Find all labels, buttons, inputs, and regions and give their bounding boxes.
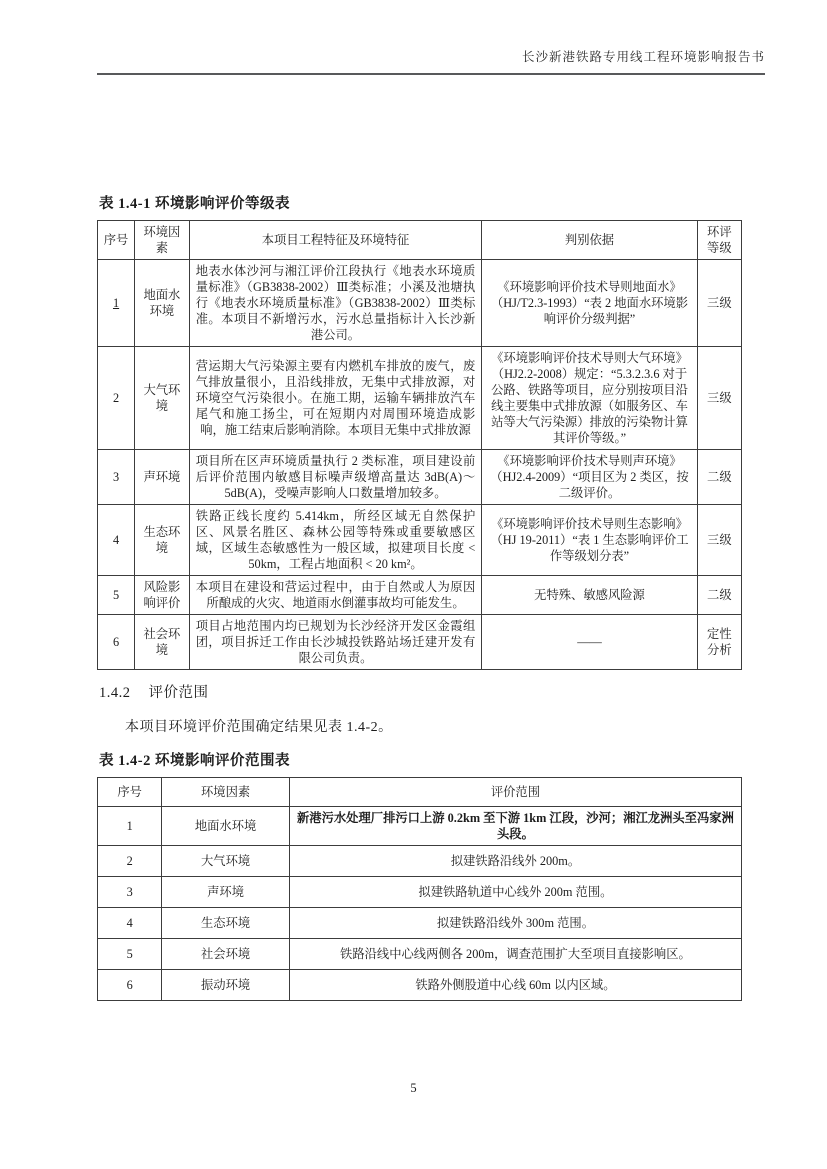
cell-factor: 生态环境 xyxy=(162,908,290,939)
column-header-factor: 环境因素 xyxy=(162,778,290,807)
column-header-scope: 评价范围 xyxy=(289,778,741,807)
cell-no: 4 xyxy=(98,505,135,576)
cell-feature: 项目占地范围内均已规划为长沙经济开发区金霞组团，项目拆迁工作由长沙城投铁路站场迁建开发有限公司负责。 xyxy=(189,615,482,670)
table-row xyxy=(98,450,742,505)
cell-factor: 社会环境 xyxy=(162,939,290,970)
cell-grade: 二级 xyxy=(697,576,741,615)
column-header-grade: 环评等级 xyxy=(697,221,741,260)
cell-grade: 定性分析 xyxy=(697,615,741,670)
cell-factor: 生态环境 xyxy=(135,505,190,576)
cell-grade: 二级 xyxy=(697,450,741,505)
table-row xyxy=(98,846,742,877)
section-title: 评价范围 xyxy=(148,685,209,701)
column-header-basis: 判别依据 xyxy=(482,221,697,260)
cell-feature: 营运期大气污染源主要有内燃机车排放的废气，废气排放量很小，且沿线排放，无集中式排放源，对环境空气污染很小。在施工期，运输车辆排放汽车尾气和施工扬尘，可在短期内对周围环境造成影响，施工结束后影响消除。本项目无集中式排放源 xyxy=(189,347,482,450)
page-content xyxy=(97,192,745,1001)
cell-scope: 拟建铁路轨道中心线外 200m 范围。 xyxy=(289,877,741,908)
table-row xyxy=(98,877,742,908)
column-header-no: 序号 xyxy=(98,221,135,260)
body-paragraph: 本项目环境评价范围确定结果见表 1.4-2。 xyxy=(125,720,393,735)
cell-feature: 地表水体沙河与湘江评价江段执行《地表水环境质量标准》（GB3838-2002）Ⅲ类标准；小溪及池塘执行《地表水环境质量标准》（GB3838-2002）Ⅲ类标准。本项目不新增污水，污水总量指标计入长沙新港公司。 xyxy=(189,260,482,347)
table1-header-row xyxy=(98,221,742,260)
column-header-feature: 本项目工程特征及环境特征 xyxy=(189,221,482,260)
cell-factor: 振动环境 xyxy=(162,970,290,1001)
section-heading xyxy=(99,681,745,702)
cell-scope: 拟建铁路沿线外 300m 范围。 xyxy=(289,908,741,939)
section-number: 1.4.2 xyxy=(99,685,131,701)
cell-no: 3 xyxy=(98,877,162,908)
cell-grade: 三级 xyxy=(697,260,741,347)
cell-feature: 铁路正线长度约 5.414km，所经区域无自然保护区、风景名胜区、森林公园等特殊或重要敏感区域，区域生态敏感性为一般区域，拟建项目长度 < 50km，工程占地面积 < 20 km²。 xyxy=(189,505,482,576)
cell-feature: 项目所在区声环境质量执行 2 类标准，项目建设前后评价范围内敏感目标噪声级增高量达 3dB(A)～5dB(A)，受噪声影响人口数量增加较多。 xyxy=(189,450,482,505)
cell-no: 4 xyxy=(98,908,162,939)
cell-no: 1 xyxy=(98,260,135,347)
header-divider xyxy=(97,73,765,75)
cell-factor: 大气环境 xyxy=(162,846,290,877)
table-row xyxy=(98,970,742,1001)
cell-no: 2 xyxy=(98,846,162,877)
cell-scope: 铁路沿线中心线两侧各 200m，调查范围扩大至项目直接影响区。 xyxy=(289,939,741,970)
cell-no: 1 xyxy=(98,807,162,846)
cell-no: 3 xyxy=(98,450,135,505)
cell-factor: 声环境 xyxy=(162,877,290,908)
cell-basis: 《环境影响评价技术导则声环境》（HJ2.4-2009）“项目区为 2 类区，按二级评价。 xyxy=(482,450,697,505)
impact-grade-table xyxy=(97,220,742,670)
table-row xyxy=(98,347,742,450)
cell-basis: —— xyxy=(482,615,697,670)
cell-no: 5 xyxy=(98,939,162,970)
cell-factor: 社会环境 xyxy=(135,615,190,670)
table-row xyxy=(98,260,742,347)
cell-grade: 三级 xyxy=(697,347,741,450)
cell-basis: 《环境影响评价技术导则生态影响》（HJ 19-2011）“表 1 生态影响评价工作等级划分表” xyxy=(482,505,697,576)
running-header-title: 长沙新港铁路专用线工程环境影响报告书 xyxy=(521,50,765,64)
table-row xyxy=(98,908,742,939)
cell-basis: 《环境影响评价技术导则地面水》（HJ/T2.3-1993）“表 2 地面水环境影响评价分级判据” xyxy=(482,260,697,347)
table-row xyxy=(98,505,742,576)
table2-header-row xyxy=(98,778,742,807)
cell-factor: 风险影响评价 xyxy=(135,576,190,615)
assessment-scope-table xyxy=(97,777,742,1001)
cell-scope: 拟建铁路沿线外 200m。 xyxy=(289,846,741,877)
table-row xyxy=(98,576,742,615)
cell-scope: 新港污水处理厂排污口上游 0.2km 至下游 1km 江段，沙河；湘江龙洲头至冯家洲头段。 xyxy=(289,807,741,846)
column-header-factor: 环境因素 xyxy=(135,221,190,260)
cell-factor: 大气环境 xyxy=(135,347,190,450)
table2-title: 表 1.4-2 环境影响评价范围表 xyxy=(99,753,290,769)
table-row xyxy=(98,939,742,970)
column-header-no: 序号 xyxy=(98,778,162,807)
table-row xyxy=(98,615,742,670)
cell-no: 6 xyxy=(98,615,135,670)
cell-basis: 无特殊、敏感风险源 xyxy=(482,576,697,615)
cell-factor: 声环境 xyxy=(135,450,190,505)
cell-no: 6 xyxy=(98,970,162,1001)
cell-no: 2 xyxy=(98,347,135,450)
cell-no: 5 xyxy=(98,576,135,615)
cell-scope: 铁路外侧股道中心线 60m 以内区域。 xyxy=(289,970,741,1001)
cell-factor: 地面水环境 xyxy=(162,807,290,846)
cell-factor: 地面水环境 xyxy=(135,260,190,347)
cell-basis: 《环境影响评价技术导则大气环境》（HJ2.2-2008）规定：“5.3.2.3.6 对于公路、铁路等项目，应分别按项目沿线主要集中式排放源（如服务区、车站等大气污染源）排放的污染物计算其评价等级。” xyxy=(482,347,697,450)
table-row xyxy=(98,807,742,846)
cell-grade: 三级 xyxy=(697,505,741,576)
table1-title: 表 1.4-1 环境影响评价等级表 xyxy=(99,196,290,212)
page-number: 5 xyxy=(410,1081,417,1095)
cell-feature: 本项目在建设和营运过程中，由于自然或人为原因所酿成的火灾、地道雨水倒灌事故均可能发生。 xyxy=(189,576,482,615)
